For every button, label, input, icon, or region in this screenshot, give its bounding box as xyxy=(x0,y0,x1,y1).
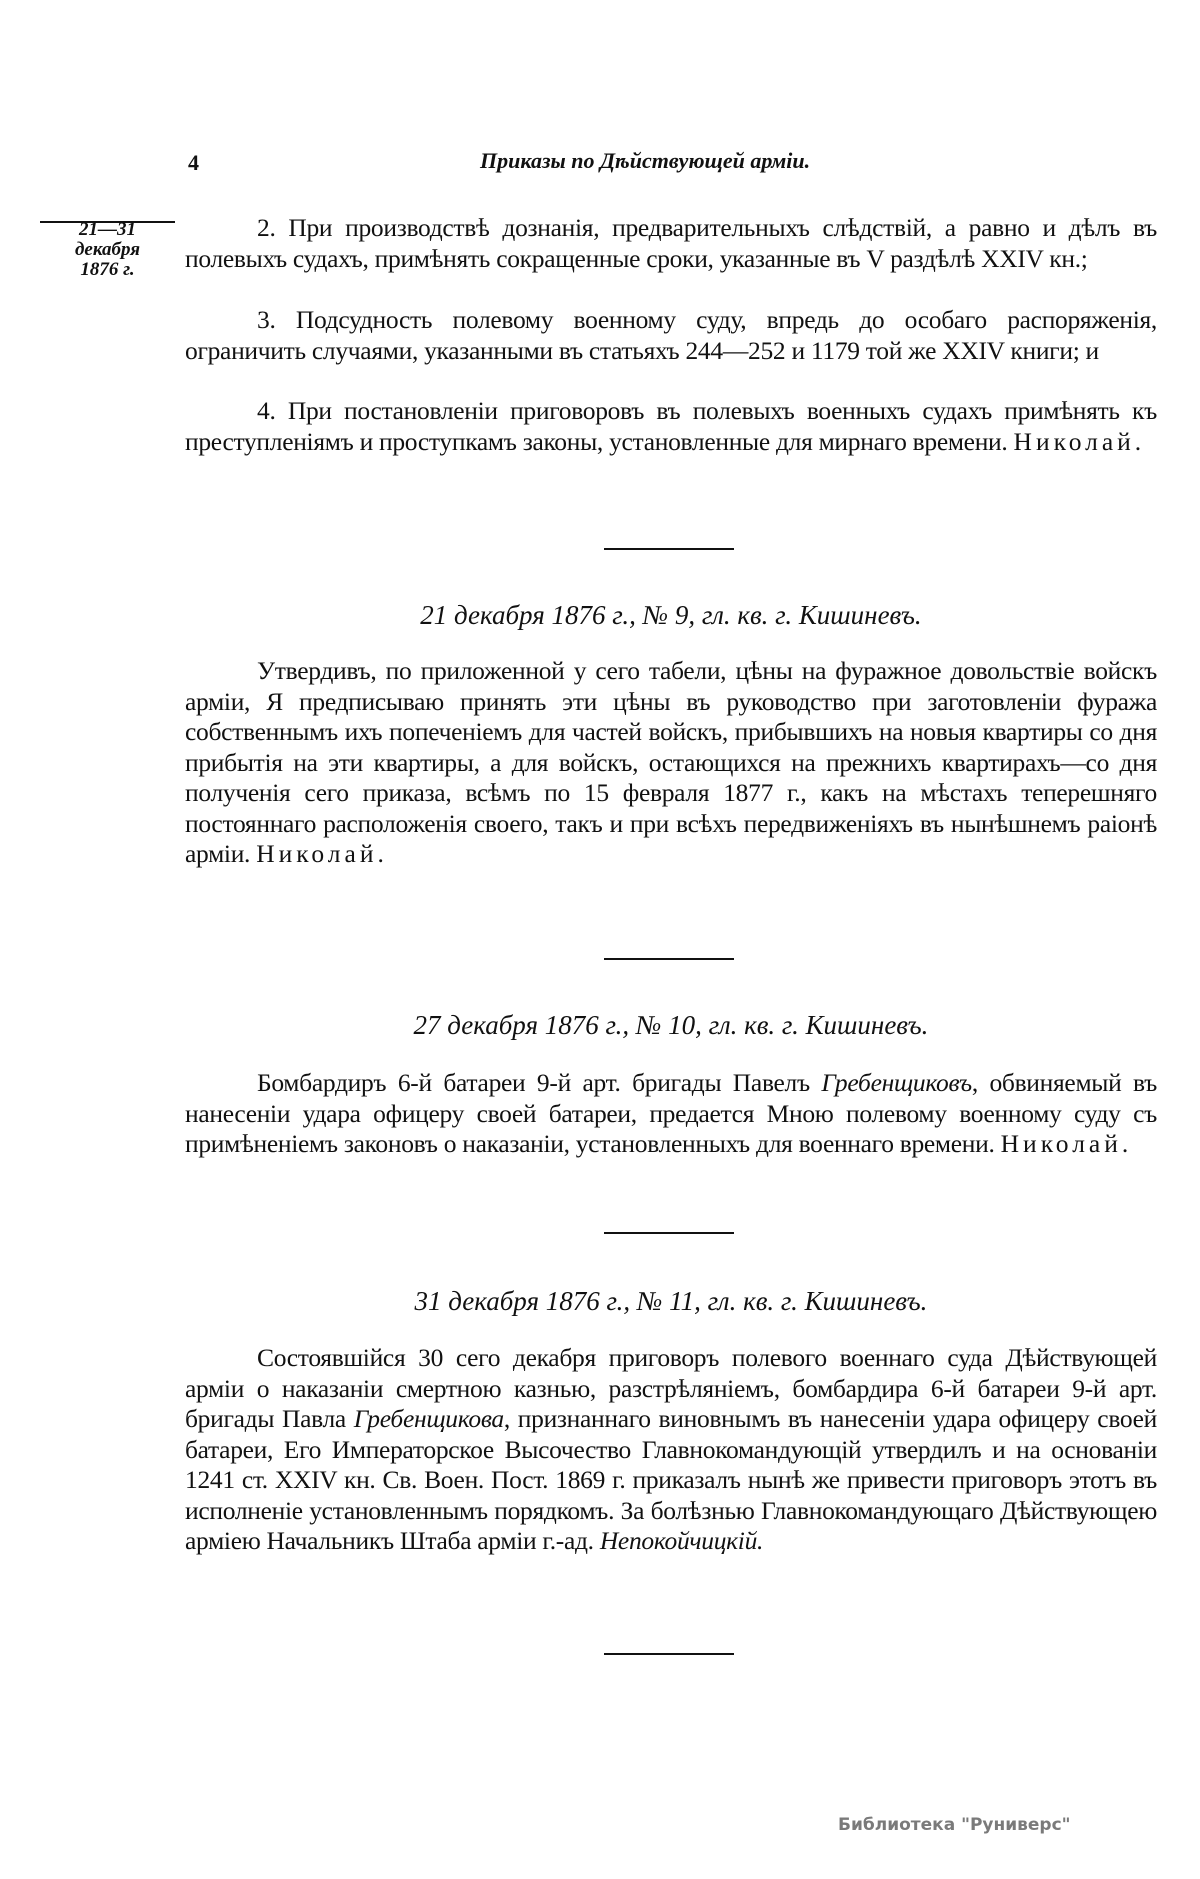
item-4-text: 4. При постановленіи приговоровъ въ полевыхъ военныхъ судахъ примѣнять къ преступленіямъ и проступкамъ законы, установленные для мирнаго времени. xyxy=(185,396,1157,456)
margin-dates: 21—31 xyxy=(79,219,136,240)
order-10-body-start: Бомбардиръ 6-й батареи 9-й арт. бригады Павелъ xyxy=(257,1068,810,1097)
paragraph-item-2 xyxy=(185,213,1157,274)
signature: Николай. xyxy=(1000,1129,1133,1158)
paragraph-item-4 xyxy=(185,396,1157,457)
order-11-body-middle: , признаннаго виновнымъ въ нанесеніи удара офицеру своей батареи, Его Императорское Высочество Главнокомандующій утвердилъ и на основаніи 1241 ст. XXIV кн. Св. Воен. Пост. 1869 г. приказалъ нынѣ же привести приговоръ этотъ въ исполненіе установленнымъ порядкомъ. За болѣзнью Главнокомандующаго Дѣйствующею арміею Начальникъ Штаба арміи г.-ад. xyxy=(185,1404,1158,1555)
running-title: Приказы по Дѣйствующей арміи. xyxy=(480,148,811,173)
item-3-text: 3. Подсудность полевому военному суду, впредь до особаго распоряженія, ограничить случаями, указанными въ статьяхъ 244—252 и 1179 той же XXIV книги; и xyxy=(185,305,1157,365)
order-heading: 31 декабря 1876 г., № 11, гл. кв. г. Кишиневъ. xyxy=(414,1286,928,1316)
section-divider xyxy=(604,1653,734,1655)
order-heading: 21 декабря 1876 г., № 9, гл. кв. г. Кишиневъ. xyxy=(420,600,922,630)
signature: Николай. xyxy=(256,839,388,868)
signature: Николай. xyxy=(1013,426,1146,456)
margin-date-note xyxy=(40,220,175,280)
order-text xyxy=(185,1343,1157,1557)
section-divider xyxy=(604,548,734,550)
order-text xyxy=(185,656,1157,870)
person-name: Гребенщиковъ xyxy=(821,1068,972,1097)
person-name: Гребенщикова xyxy=(353,1404,504,1433)
order-11-body-start: Состоявшійся 30 сего декабря приговоръ полевого военнаго суда Дѣйствующей арміи о наказаніи смертною казнью, разстрѣляніемъ, бомбардира 6-й батареи 9-й арт. бригады Павла xyxy=(185,1343,1157,1433)
section-divider xyxy=(604,1232,734,1234)
margin-month: декабря xyxy=(74,239,141,260)
library-watermark: Библиотека "Руниверс" xyxy=(838,1815,1071,1835)
order-10-body-end: , обвиняемый въ нанесеніи удара офицеру своей батареи, предается Мною полевому военному суду съ примѣненіемъ законовъ о наказаніи, установленныхъ для военнаго времени. xyxy=(185,1068,1157,1158)
order-heading: 27 декабря 1876 г., № 10, гл. кв. г. Кишиневъ. xyxy=(413,1010,929,1040)
order-text xyxy=(185,1068,1157,1160)
page-number: 4 xyxy=(188,150,199,175)
signer-name: Непокойчицкій. xyxy=(599,1526,764,1555)
section-divider xyxy=(604,958,734,960)
paragraph-item-3 xyxy=(185,305,1157,366)
margin-year: 1876 г. xyxy=(80,259,135,280)
item-2-text: 2. При производствѣ дознанія, предварительныхъ слѣдствій, а равно и дѣлъ въ полевыхъ судахъ, примѣнять сокращенные сроки, указанные въ V раздѣлѣ XXIV кн.; xyxy=(185,213,1157,273)
order-9-body: Утвердивъ, по приложенной у сего табели, цѣны на фуражное довольствіе войскъ арміи, Я предписываю принять эти цѣны въ руководство при заготовленіи фуража собственнымъ ихъ попеченіемъ для частей войскъ, прибывшихъ на новыя квартиры со дня прибытія на эти квартиры, а для войскъ, остающихся на прежнихъ квартирахъ—со дня полученія сего приказа, всѣмъ по 15 февраля 1877 г., какъ на мѣстахъ теперешняго постояннаго расположенія своего, такъ и при всѣхъ передвиженіяхъ въ нынѣшнемъ раіонѣ арміи. xyxy=(185,656,1157,868)
